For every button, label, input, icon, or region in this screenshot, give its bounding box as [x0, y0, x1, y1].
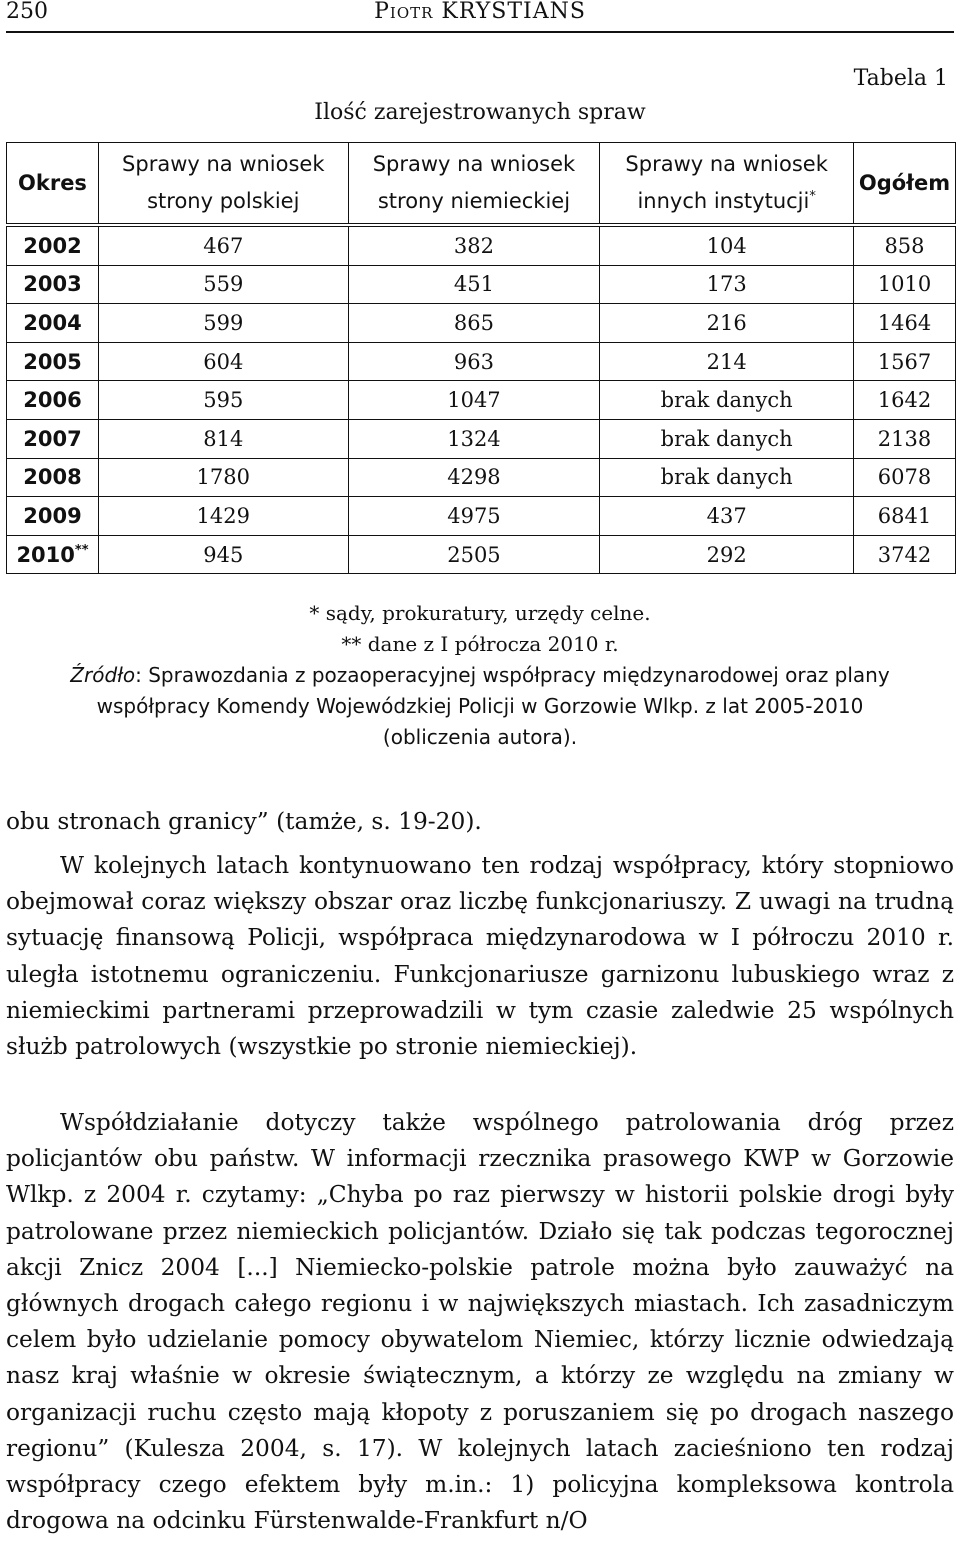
- cell-polish: 599: [98, 304, 348, 343]
- table-row: [7, 265, 956, 304]
- cell-other: 292: [600, 535, 854, 574]
- header-col3-footnote-mark: *: [809, 189, 816, 204]
- table-row: [7, 225, 956, 265]
- cell-polish: 1780: [98, 458, 348, 497]
- table-notes: [0, 598, 960, 753]
- cell-other: 216: [600, 304, 854, 343]
- cell-total: 1567: [853, 342, 955, 381]
- registered-cases-table: [6, 142, 956, 574]
- table-row: [7, 304, 956, 343]
- author-name: Piotr KRYSTIANS: [374, 0, 586, 24]
- table-row: [7, 342, 956, 381]
- header-period: Okres: [7, 143, 99, 226]
- cell-year: 2006: [7, 381, 99, 420]
- footnote-institutions: * sądy, prokuratury, urzędy celne.: [309, 601, 651, 625]
- cell-year: 2010**: [7, 535, 99, 574]
- table-row: [7, 381, 956, 420]
- cell-other: 173: [600, 265, 854, 304]
- cell-total: 858: [853, 225, 955, 265]
- paragraph-continuation: obu stronach granicy” (tamże, s. 19-20).: [6, 808, 482, 835]
- cell-german: 1324: [348, 419, 600, 458]
- cell-other: 437: [600, 497, 854, 536]
- cell-total: 3742: [853, 535, 955, 574]
- cell-total: 1642: [853, 381, 955, 420]
- table-row: [7, 497, 956, 536]
- running-author: [6, 0, 954, 24]
- header-col1: [98, 143, 348, 226]
- cell-total: 1464: [853, 304, 955, 343]
- paragraph-patrols: Współdziałanie dotyczy także wspólnego patrolowania dróg przez policjantów obu państw. W informacji rzecznika prasowego KWP w Gorzowie Wlkp. z 2004 r. czytamy: „Chyba po raz pierwszy w historii polskie drogi były patrolowane przez niemieckich policjantów. Działo się tak podczas tegorocznej akcji Znicz 2004 [...] Niemiecko-polskie patrole można było zauważyć na głównych drogach całego regionu i w największych miastach. Ich zasadniczym celem było udzielanie pomocy obywatelom Niemiec, którzy licznie odwiedzają nasz kraj właśnie w okresie świątecznym, a którzy ze względu na zmiany w organizacji ruchu często mają kłopoty z poruszaniem się po drogach naszego regionu” (Kulesza 2004, s. 17). W kolejnych latach zacieśniono ten rodzaj współpracy czego efektem były m.in.: 1) policyjna kompleksowa kontrola drogowa na odcinku Fürstenwalde-Frankfurt n/O: [6, 1109, 954, 1535]
- cell-german: 382: [348, 225, 600, 265]
- source-note: [0, 660, 960, 722]
- cell-polish: 467: [98, 225, 348, 265]
- source-tail: (obliczenia autora).: [382, 725, 578, 749]
- cell-polish: 595: [98, 381, 348, 420]
- table-row: [7, 458, 956, 497]
- page-number: 250: [6, 0, 48, 24]
- header-col1-line2: strony polskiej: [147, 189, 300, 213]
- cell-german: 4298: [348, 458, 600, 497]
- table-label: Tabela 1: [853, 66, 948, 91]
- source-label: Źródło: [70, 663, 136, 687]
- table-caption: Ilość zarejestrowanych spraw: [314, 100, 646, 125]
- header-col3-line2: innych instytucji: [637, 189, 810, 213]
- cell-year: 2003: [7, 265, 99, 304]
- table-row: [7, 535, 956, 574]
- cell-polish: 559: [98, 265, 348, 304]
- cell-polish: 1429: [98, 497, 348, 536]
- cell-total: 6078: [853, 458, 955, 497]
- paragraph-cooperation: W kolejnych latach kontynuowano ten rodzaj współpracy, który stopniowo obejmował coraz większy obszar oraz liczbę funkcjonariuszy. Z uwagi na trudną sytuację finansową Policji, współpraca międzynarodowa w I półroczu 2010 r. uległa istotnemu ograniczeniu. Funkcjonariusze garnizonu lubuskiego wraz z niemieckimi partnerami przeprowadzili w tym czasie zaledwie 25 wspólnych służb patrolowych (wszystkie po stronie niemieckiej).: [6, 852, 954, 1061]
- cell-german: 4975: [348, 497, 600, 536]
- cell-total: 6841: [853, 497, 955, 536]
- cell-polish: 604: [98, 342, 348, 381]
- cell-other: 104: [600, 225, 854, 265]
- cell-polish: 945: [98, 535, 348, 574]
- footnote-half-year: ** dane z I półrocza 2010 r.: [341, 632, 619, 656]
- cell-other: brak danych: [600, 458, 854, 497]
- cell-year: 2005: [7, 342, 99, 381]
- cell-total: 1010: [853, 265, 955, 304]
- cell-year: 2008: [7, 458, 99, 497]
- header-col1-line1: Sprawy na wniosek: [122, 152, 325, 176]
- header-col2: [348, 143, 600, 226]
- header-rule: [6, 31, 954, 33]
- cell-other: brak danych: [600, 381, 854, 420]
- header-col3-line1: Sprawy na wniosek: [625, 152, 828, 176]
- header-col2-line1: Sprawy na wniosek: [372, 152, 576, 176]
- cell-year: 2004: [7, 304, 99, 343]
- cell-german: 1047: [348, 381, 600, 420]
- cell-german: 963: [348, 342, 600, 381]
- running-header: [6, 0, 954, 26]
- header-total: Ogółem: [853, 143, 955, 226]
- source-text: : Sprawozdania z pozaoperacyjnej współpracy międzynarodowej oraz plany współpracy Komendy Wojewódzkiej Policji w Gorzowie Wlkp. z lat 2005-2010: [96, 663, 890, 718]
- cell-german: 2505: [348, 535, 600, 574]
- cell-other: brak danych: [600, 419, 854, 458]
- cell-polish: 814: [98, 419, 348, 458]
- cell-total: 2138: [853, 419, 955, 458]
- table-header-row: [7, 143, 956, 226]
- cell-year: 2007: [7, 419, 99, 458]
- cell-german: 865: [348, 304, 600, 343]
- cell-german: 451: [348, 265, 600, 304]
- table-row: [7, 419, 956, 458]
- cell-year: 2009: [7, 497, 99, 536]
- cell-year: 2002: [7, 225, 99, 265]
- header-col2-line2: strony niemieckiej: [377, 189, 571, 213]
- header-col3: [600, 143, 854, 226]
- cell-other: 214: [600, 342, 854, 381]
